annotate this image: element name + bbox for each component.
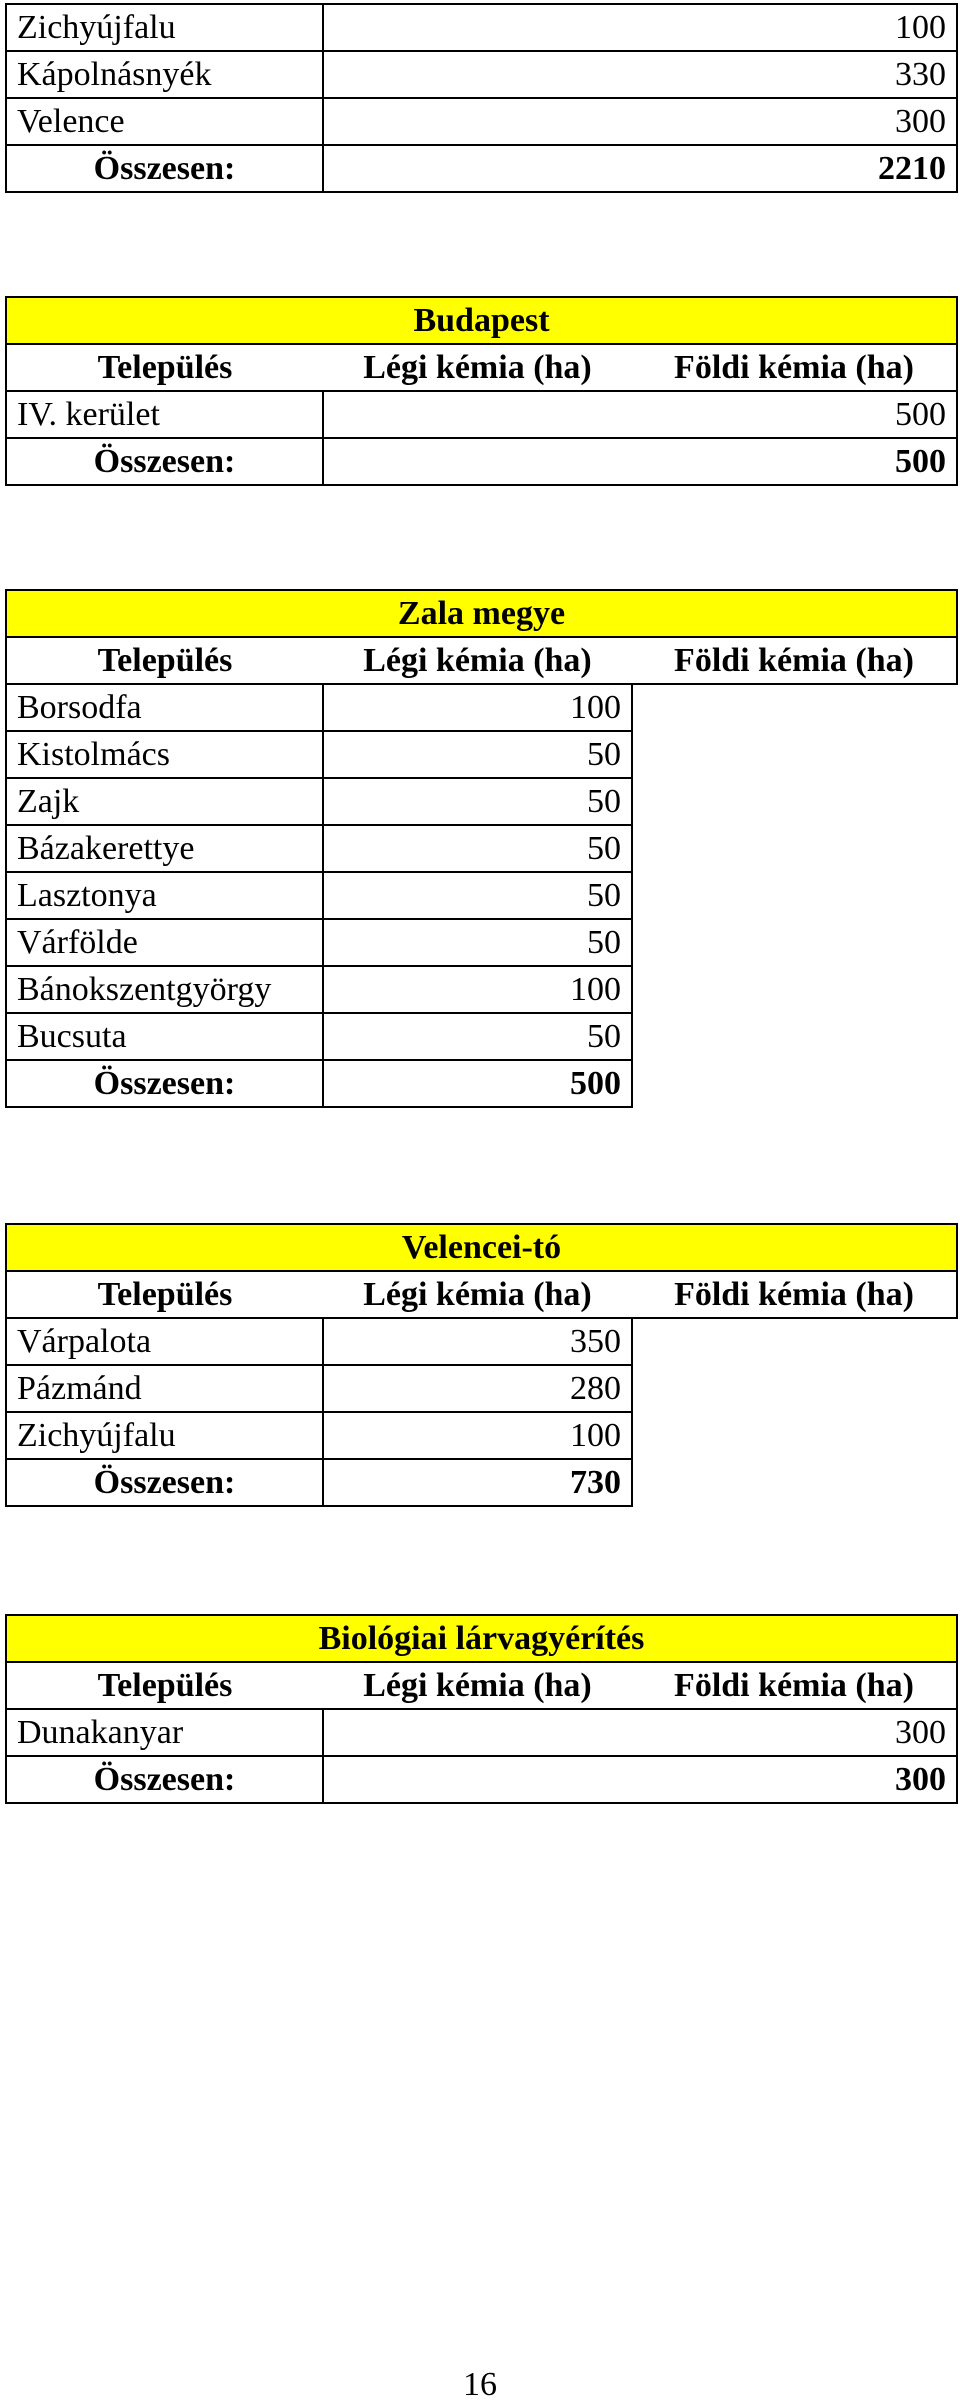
total-value: 500 <box>323 438 957 485</box>
empty-cell <box>632 872 957 919</box>
settlement-name: Dunakanyar <box>6 1709 323 1756</box>
area-value: 500 <box>323 391 957 438</box>
header-settlement: Település <box>6 1271 323 1318</box>
section-title: Velencei-tó <box>6 1224 957 1271</box>
area-value: 300 <box>323 98 957 145</box>
header-row <box>6 344 957 391</box>
table-row <box>6 1318 957 1365</box>
header-air-chem: Légi kémia (ha) <box>323 637 632 684</box>
header-air-chem: Légi kémia (ha) <box>323 344 632 391</box>
empty-cell <box>632 1412 957 1459</box>
settlement-name: Zajk <box>6 778 323 825</box>
area-value: 50 <box>323 825 632 872</box>
area-value: 100 <box>323 4 957 51</box>
bio-table <box>5 1614 958 1804</box>
table-row <box>6 1013 957 1060</box>
empty-cell <box>632 1060 957 1107</box>
total-label: Összesen: <box>6 438 323 485</box>
header-settlement: Település <box>6 1662 323 1709</box>
empty-cell <box>632 919 957 966</box>
area-value: 50 <box>323 778 632 825</box>
settlement-name: Várfölde <box>6 919 323 966</box>
settlement-name: IV. kerület <box>6 391 323 438</box>
settlement-name: Zichyújfalu <box>6 4 323 51</box>
table-row <box>6 1709 957 1756</box>
budapest-table <box>5 296 958 486</box>
table-row <box>6 4 957 51</box>
table-row <box>6 684 957 731</box>
header-air-chem: Légi kémia (ha) <box>323 1662 632 1709</box>
area-value: 350 <box>323 1318 632 1365</box>
table-row <box>6 1412 957 1459</box>
header-ground-chem: Földi kémia (ha) <box>632 344 957 391</box>
area-value: 330 <box>323 51 957 98</box>
area-value: 100 <box>323 1412 632 1459</box>
table-row <box>6 1365 957 1412</box>
total-value: 2210 <box>323 145 957 192</box>
table-row <box>6 966 957 1013</box>
settlement-name: Bánokszentgyörgy <box>6 966 323 1013</box>
empty-cell <box>632 684 957 731</box>
section-title: Biológiai lárvagyérítés <box>6 1615 957 1662</box>
header-ground-chem: Földi kémia (ha) <box>632 1662 957 1709</box>
total-label: Összesen: <box>6 1459 323 1506</box>
total-label: Összesen: <box>6 1756 323 1803</box>
header-settlement: Település <box>6 344 323 391</box>
total-row <box>6 1756 957 1803</box>
header-row <box>6 637 957 684</box>
top-summary-table <box>5 3 958 193</box>
empty-cell <box>632 778 957 825</box>
total-row <box>6 1459 957 1506</box>
total-value: 730 <box>323 1459 632 1506</box>
table-row <box>6 51 957 98</box>
area-value: 100 <box>323 966 632 1013</box>
empty-cell <box>632 1318 957 1365</box>
table-row <box>6 98 957 145</box>
empty-cell <box>632 966 957 1013</box>
settlement-name: Lasztonya <box>6 872 323 919</box>
area-value: 300 <box>323 1709 957 1756</box>
settlement-name: Velence <box>6 98 323 145</box>
page-number: 16 <box>463 2366 497 2403</box>
area-value: 280 <box>323 1365 632 1412</box>
table-row <box>6 919 957 966</box>
settlement-name: Bucsuta <box>6 1013 323 1060</box>
settlement-name: Várpalota <box>6 1318 323 1365</box>
settlement-name: Pázmánd <box>6 1365 323 1412</box>
area-value: 50 <box>323 872 632 919</box>
settlement-name: Kápolnásnyék <box>6 51 323 98</box>
zala-table <box>5 589 958 1108</box>
settlement-name: Bázakerettye <box>6 825 323 872</box>
empty-cell <box>632 731 957 778</box>
area-value: 50 <box>323 731 632 778</box>
area-value: 100 <box>323 684 632 731</box>
total-row <box>6 1060 957 1107</box>
area-value: 50 <box>323 919 632 966</box>
table-row <box>6 872 957 919</box>
table-row <box>6 391 957 438</box>
empty-cell <box>632 1459 957 1506</box>
header-row <box>6 1271 957 1318</box>
total-label: Összesen: <box>6 145 323 192</box>
header-ground-chem: Földi kémia (ha) <box>632 1271 957 1318</box>
settlement-name: Borsodfa <box>6 684 323 731</box>
header-air-chem: Légi kémia (ha) <box>323 1271 632 1318</box>
header-ground-chem: Földi kémia (ha) <box>632 637 957 684</box>
total-label: Összesen: <box>6 1060 323 1107</box>
settlement-name: Kistolmács <box>6 731 323 778</box>
section-title: Zala megye <box>6 590 957 637</box>
section-title: Budapest <box>6 297 957 344</box>
header-row <box>6 1662 957 1709</box>
total-row <box>6 145 957 192</box>
total-row <box>6 438 957 485</box>
empty-cell <box>632 1365 957 1412</box>
total-value: 300 <box>323 1756 957 1803</box>
table-row <box>6 825 957 872</box>
table-row <box>6 731 957 778</box>
table-row <box>6 778 957 825</box>
total-value: 500 <box>323 1060 632 1107</box>
area-value: 50 <box>323 1013 632 1060</box>
empty-cell <box>632 1013 957 1060</box>
empty-cell <box>632 825 957 872</box>
settlement-name: Zichyújfalu <box>6 1412 323 1459</box>
header-settlement: Település <box>6 637 323 684</box>
velencei-table <box>5 1223 958 1507</box>
